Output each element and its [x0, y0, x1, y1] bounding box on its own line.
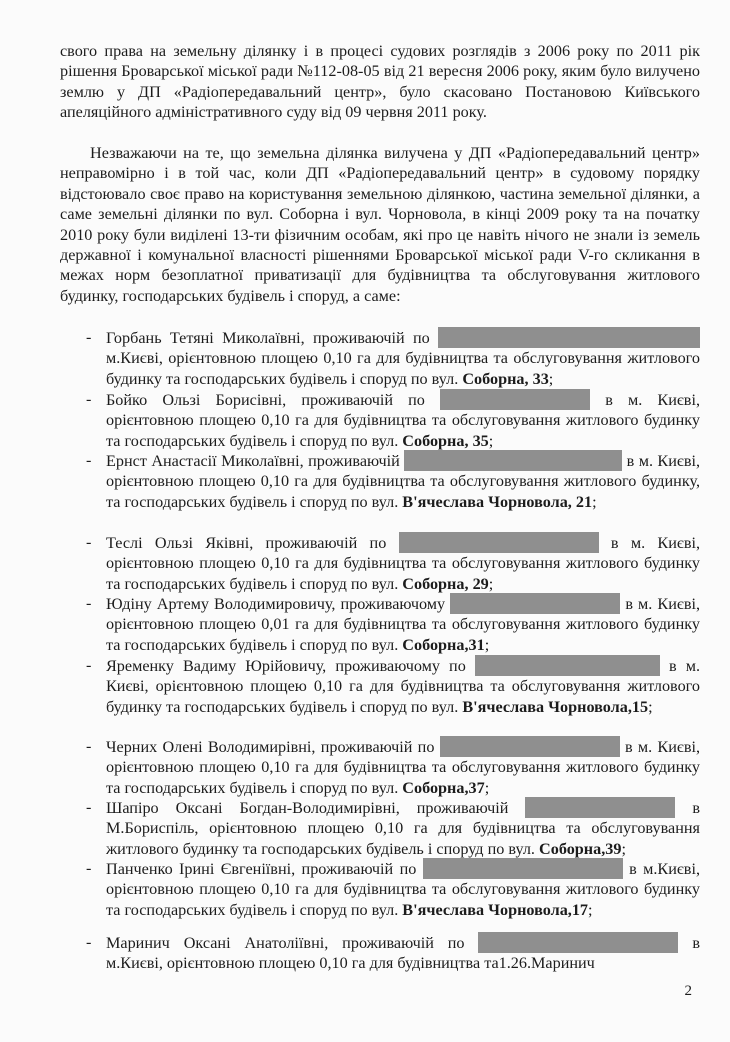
item-text: Черних Олені Володимирівні, проживаючій по — [106, 738, 435, 756]
list-dash: - — [86, 390, 92, 408]
redacted-address — [404, 450, 622, 471]
street-name: Соборна,37 — [402, 778, 485, 797]
redacted-address — [475, 655, 660, 676]
redacted-address — [525, 797, 675, 818]
list-item: Черних Олені Володимирівні, проживаючій по в м. Києві, орієнтовною площею 0,10 га для будівництва та обслуговування житлового будинку та господарських будівель і споруд по вул. Соборна,37; — [106, 738, 701, 797]
list-dash: - — [86, 859, 92, 877]
list-item: Бойко Ользі Борисівні, проживаючій по в м. Києві, орієнтовною площею 0,10 га для будівництва та обслуговування житлового будинку та господарських будівель і споруд по вул. Соборна, 35; — [106, 391, 700, 450]
list-item: Горбань Тетяні Миколаївні, проживаючій по м.Києві, орієнтовною площею 0,10 га для будівництва та обслуговування житлового будинку та господарських будівель і споруд по вул. Соборна, 33; — [106, 329, 700, 388]
list-dash: - — [86, 451, 92, 469]
redacted-address — [450, 593, 620, 614]
item-text: Ернст Анастасії Миколаївні, проживаючій — [106, 452, 400, 470]
list-item: Теслі Ользі Яківні, проживаючій по в м. Києві, орієнтовною площею 0,10 га для будівництва та обслуговування житлового будинку та господарських будівель і споруд по вул. Соборна, 29; — [106, 534, 701, 593]
list-dash: - — [86, 594, 92, 612]
list-dash: - — [86, 737, 92, 755]
street-name: Соборна,31 — [402, 635, 485, 654]
item-text: в м. Києві, орієнтовною площею 0,10 га для будівництва та обслуговування житлового будинку, та господарських будівель і споруд по вул. — [106, 452, 701, 511]
page-number: 2 — [684, 983, 692, 999]
street-name: Соборна, 29 — [402, 574, 489, 593]
item-text: Панченко Ірині Євгеніївні, проживаючій по — [106, 860, 417, 878]
street-name: Соборна, 35 — [402, 431, 489, 450]
redacted-address — [478, 932, 678, 953]
redacted-address — [440, 389, 590, 410]
list-dash: - — [86, 656, 92, 674]
redacted-address — [440, 736, 620, 757]
item-text: Шапіро Оксані Богдан-Володимирівні, проживаючій — [106, 799, 509, 817]
item-text: в м. Києві, орієнтовною площею 0,10 га для будівництва та обслуговування житлового будинку та господарських будівель і споруд по вул. — [106, 534, 701, 593]
list-dash: - — [86, 798, 92, 816]
item-text: м.Києві, орієнтовною площею 0,10 га для будівництва та обслуговування житлового будинку та господарських будівель і споруд по вул. — [106, 349, 700, 388]
list-dash: - — [86, 933, 92, 951]
street-name: В'ячеслава Чорновола, 21 — [402, 492, 593, 511]
street-name: Соборна,39 — [539, 839, 622, 858]
street-name: Соборна, 33 — [462, 369, 549, 388]
item-text: Бойко Ользі Борисівні, проживаючій по — [106, 391, 425, 409]
item-text: в м.Києві, орієнтовною площею 0,10 га для будівництва та обслуговування житлового будинку та господарських будівель і споруд по вул. — [106, 860, 700, 919]
item-text: Теслі Ользі Яківні, проживаючій по — [106, 534, 387, 552]
street-name: В'ячеслава Чорновола,15 — [462, 697, 649, 716]
list-item: Ернст Анастасії Миколаївні, проживаючій в м. Києві, орієнтовною площею 0,10 га для будівництва та обслуговування житлового будинку, та господарських будівель і споруд по вул. В'ячеслава Чорновола, 21; — [106, 452, 701, 511]
item-text: в м.Києві, орієнтовною площею 0,10 га для будівництва та1.26.Маринич — [106, 934, 700, 973]
item-text: в М.Бориспіль, орієнтовною площею 0,10 га для будівництва та обслуговування житлового будинку та господарських будівель і споруд по вул. — [106, 799, 701, 858]
redacted-address — [423, 858, 623, 879]
list-dash: - — [86, 328, 92, 346]
list-item: Шапіро Оксані Богдан-Володимирівні, проживаючій в М.Бориспіль, орієнтовною площею 0,10 га для будівництва та обслуговування житлового будинку та господарських будівель і споруд по вул. Соборна,39; — [106, 799, 701, 858]
street-name: В'ячеслава Чорновола,17 — [402, 900, 589, 919]
redacted-address — [399, 532, 599, 553]
list-item: Юдіну Артему Володимировичу, проживаючому в м. Києві, орієнтовною площею 0,01 га для будівництва та обслуговування житлового будинку та господарських будівель і споруд по вул. Соборна,31; — [106, 595, 701, 654]
redacted-address — [438, 327, 700, 348]
item-text: Яременку Вадиму Юрійовичу, проживаючому по — [106, 657, 466, 675]
list-dash: - — [86, 533, 92, 551]
item-text: Горбань Тетяні Миколаївні, проживаючій по — [106, 329, 430, 347]
item-text: Маринич Оксані Анатоліївні, проживаючій по — [106, 934, 465, 952]
list-item — [106, 932, 700, 974]
list-item: Панченко Ірині Євгеніївні, проживаючій по в м.Києві, орієнтовною площею 0,10 га для будівництва та обслуговування житлового будинку та господарських будівель і споруд по вул. В'ячеслава Чорновола,17; — [106, 860, 700, 919]
paragraph-main: Незважаючи на те, що земельна ділянка вилучена у ДП «Радіопередавальний центр» неправомірно і в той час, коли ДП «Радіопередавальний центр» в судовому порядку відстоювало своє право на користування земельною ділянкою, частина земельної ділянки, а саме земельні ділянки по вул. Соборна і вул. Чорновола, в кінці 2009 року та на початку 2010 року були виділені 13-ти фізичним особам, які про це навіть нічого не знали із земель державної і комунальної власності рішеннями Броварської міської ради V-го скликання в межах норм безоплатної приватизації для будівництва та обслуговування житлового будинку, господарських будівель і споруд, а саме: — [60, 144, 700, 305]
item-text: в м. Києві, орієнтовною площею 0,01 га для будівництва та обслуговування житлового будинку та господарських будівель і споруд по вул. — [106, 595, 701, 654]
item-text: Юдіну Артему Володимировичу, проживаючому — [106, 595, 446, 613]
list-item: Яременку Вадиму Юрійовичу, проживаючому по в м. Києві, орієнтовною площею 0,10 га для будівництва та обслуговування житлового будинку та господарських будівель і споруд по вул. В'ячеслава Чорновола,15; — [106, 657, 701, 716]
item-text: в м. Києві, орієнтовною площею 0,10 га для будівництва та обслуговування житлового будинку та господарських будівель і споруд по вул. — [106, 657, 701, 716]
item-text: в м. Києві, орієнтовною площею 0,10 га для будівництва та обслуговування житлового будинку та господарських будівель і споруд по вул. — [106, 738, 701, 797]
paragraph-continuation: свого права на земельну ділянку і в процесі судових розглядів з 2006 року по 2011 рік рішення Броварської міської ради №112-08-05 від 21 вересня 2006 року, яким було вилучено землю у ДП «Радіопередавальний центр», було скасовано Постановою Київського апеляційного адміністративного суду від 09 червня 2011 року. — [60, 42, 700, 122]
item-text: в м. Києві, орієнтовною площею 0,10 га для будівництва та обслуговування житлового будинку та господарських будівель і споруд по вул. — [106, 391, 700, 450]
